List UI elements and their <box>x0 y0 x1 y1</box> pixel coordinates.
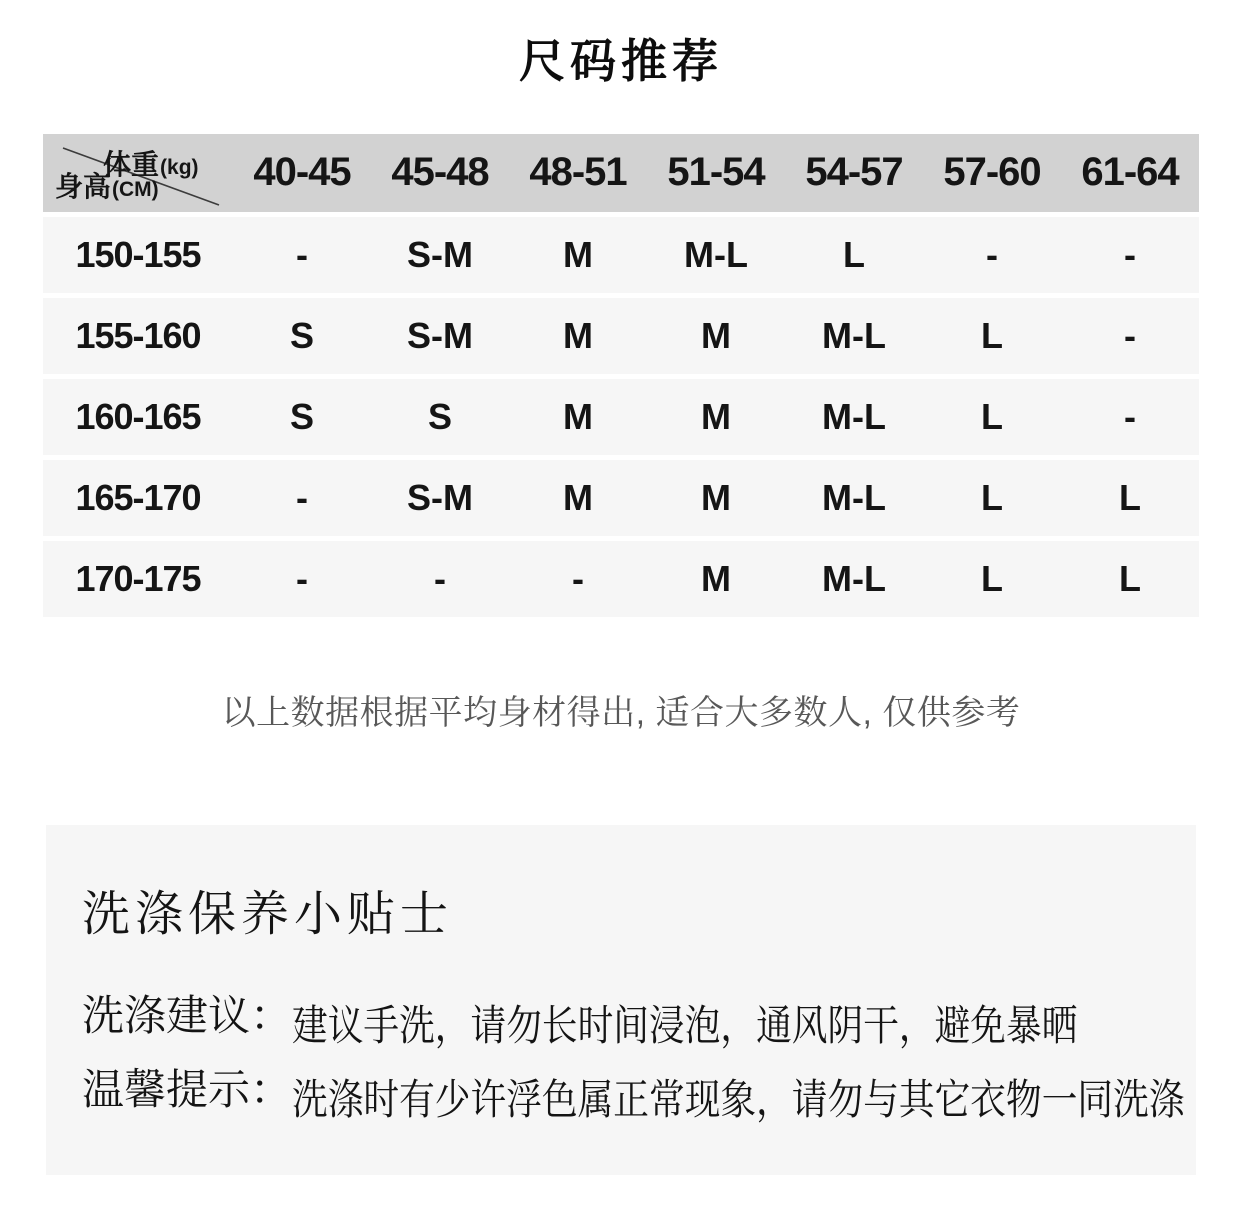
column-header-weight-5: 54-57 <box>805 150 903 195</box>
column-header-weight-4: 51-54 <box>667 150 765 195</box>
weight-label: 体重 <box>103 148 160 180</box>
size-cell: S <box>289 395 314 437</box>
table-row <box>43 541 1199 617</box>
table-row <box>43 298 1199 374</box>
size-cell: S <box>427 395 452 437</box>
height-label: 身高 <box>55 170 112 202</box>
size-recommendation-table <box>43 134 1199 617</box>
row-height-label: 170-175 <box>75 557 201 599</box>
size-cell: - <box>296 557 308 599</box>
table-row <box>43 379 1199 455</box>
weight-unit: (kg) <box>160 155 199 179</box>
size-cell: M-L <box>822 395 886 437</box>
row-height-label: 155-160 <box>75 314 201 356</box>
washing-advice-label: 洗涤建议： <box>82 992 293 1040</box>
page-title: 尺码推荐 <box>519 35 723 87</box>
column-header-weight-2: 45-48 <box>391 150 489 195</box>
size-cell: - <box>434 557 446 599</box>
size-guide-page <box>0 36 1242 1226</box>
size-cell: L <box>981 557 1003 599</box>
size-cell: M-L <box>822 314 886 356</box>
size-cell: M <box>563 476 593 518</box>
column-header-weight-7: 61-64 <box>1081 150 1179 195</box>
height-unit: (CM) <box>112 177 159 201</box>
washing-advice-text: 建议手洗，请勿长时间浸泡，通风阴干，避免暴晒 <box>292 1002 1078 1050</box>
column-header-weight-1: 40-45 <box>253 150 351 195</box>
size-cell: - <box>986 233 998 275</box>
row-height-label: 160-165 <box>75 395 201 437</box>
size-cell: - <box>296 233 308 275</box>
size-cell: L <box>1119 557 1141 599</box>
care-tips-section <box>46 825 1196 1175</box>
size-cell: M-L <box>822 476 886 518</box>
warm-reminder-line <box>82 1066 1185 1124</box>
size-cell: - <box>1124 233 1136 275</box>
size-cell: S-M <box>407 233 473 275</box>
size-cell: M <box>563 314 593 356</box>
size-cell: S <box>289 314 314 356</box>
column-header-weight-6: 57-60 <box>943 150 1041 195</box>
washing-advice-line <box>82 992 1160 1050</box>
size-cell: - <box>296 476 308 518</box>
table-row <box>43 217 1199 293</box>
size-cell: M <box>563 233 593 275</box>
table-corner-cell <box>43 134 233 212</box>
size-cell: - <box>1124 395 1136 437</box>
row-height-label: 165-170 <box>75 476 201 518</box>
warm-reminder-label: 温馨提示： <box>82 1066 293 1114</box>
size-cell: M-L <box>684 233 748 275</box>
size-cell: M-L <box>822 557 886 599</box>
size-cell: M <box>701 557 731 599</box>
table-header-row <box>43 134 1199 212</box>
size-cell: M <box>563 395 593 437</box>
table-disclaimer-note: 以上数据根据平均身材得出, 适合大多数人, 仅供参考 <box>221 693 1021 732</box>
size-cell: - <box>572 557 584 599</box>
size-cell: L <box>981 314 1003 356</box>
table-row <box>43 460 1199 536</box>
size-cell: M <box>701 476 731 518</box>
warm-reminder-text: 洗涤时有少许浮色属正常现象，请勿与其它衣物一同洗涤 <box>292 1076 1185 1124</box>
column-header-weight-3: 48-51 <box>529 150 627 195</box>
size-cell: M <box>701 314 731 356</box>
size-cell: L <box>843 233 865 275</box>
size-cell: L <box>981 476 1003 518</box>
size-cell: M <box>701 395 731 437</box>
size-cell: - <box>1124 314 1136 356</box>
corner-height-label <box>55 165 159 205</box>
size-cell: S-M <box>407 476 473 518</box>
care-tips-heading: 洗涤保养小贴士 <box>82 888 454 942</box>
row-height-label: 150-155 <box>75 233 201 275</box>
size-cell: S-M <box>407 314 473 356</box>
size-cell: L <box>1119 476 1141 518</box>
size-cell: L <box>981 395 1003 437</box>
